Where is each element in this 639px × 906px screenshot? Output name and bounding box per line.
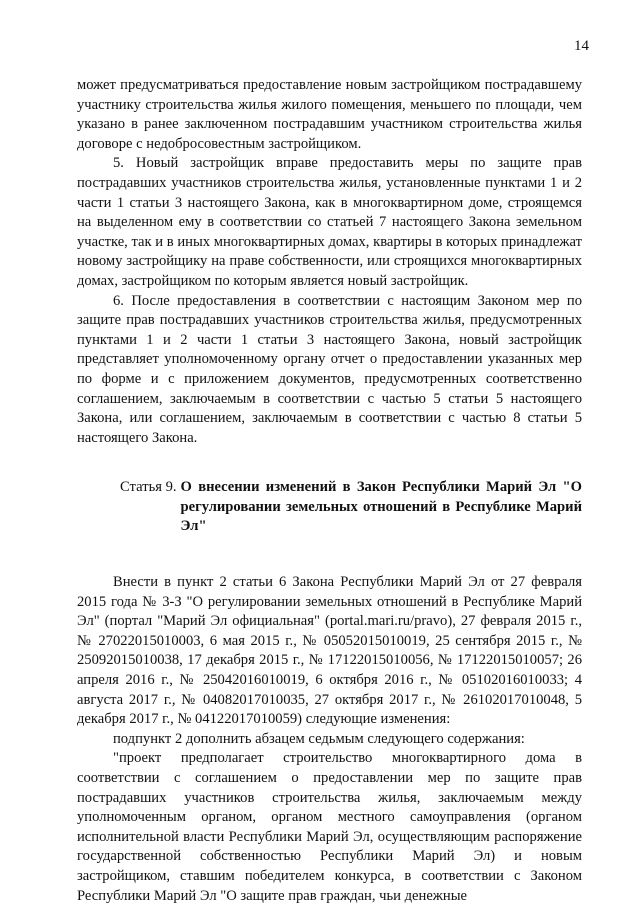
paragraph-subpoint: подпункт 2 дополнить абзацем седьмым следующего содержания:: [113, 730, 525, 747]
article-title: О внесении изменений в Закон Республики Марий Эл "О регулировании земельных отношений в Республике Марий Эл": [180, 479, 582, 535]
document-body: [77, 76, 582, 906]
article-heading: [120, 478, 582, 537]
paragraph-item-6: 6. После предоставления в соответствии с настоящим Законом мер по защите прав пострадавших участников строительства жилья, предусмотренных пунктами 1 и 2 части 1 статьи 3 настоящего Закона, новый застройщик представляет уполномоченному органу отчет о предоставлении указанных мер по форме и с приложением документов, предусмотренных соответственно соглашением, заключаемым в соответствии с частью 5 статьи 5 настоящего Закона, или соглашением, заключаемым в соответствии с частью 8 статьи 5 настоящего Закона.: [77, 292, 582, 446]
page-number: 14: [574, 38, 589, 54]
article-label: Статья 9.: [120, 479, 177, 496]
paragraph-amendment-intro: Внести в пункт 2 статьи 6 Закона Республики Марий Эл от 27 февраля 2015 года № 3-З "О регулировании земельных отношений в Республике Марий Эл" (портал "Марий Эл официальная" (portal.mari.ru/pravo), 27 февраля 2015 г., № 27022015010003, 6 мая 2015 г., № 05052015010019, 25 сентября 2015 г., № 25092015010038, 17 декабря 2015 г., № 17122015010056, № 17122015010057; 26 апреля 2016 г., № 25042016010019, 6 октября 2016 г., № 05102016010033; 4 августа 2017 г., № 04082017010035, 27 октября 2017 г., № 26102017010048, 5 декабря 2017 г., № 04122017010059) следующие изменения:: [77, 574, 582, 728]
paragraph-continuation: может предусматриваться предоставление новым застройщиком пострадавшему участнику строительства жилья жилого помещения, меньшего по площади, чем указано в ранее заключенном пострадавшим участником строительства жилья договоре с недобросовестным застройщиком.: [77, 77, 582, 152]
paragraph-item-5: 5. Новый застройщик вправе предоставить меры по защите прав пострадавших участников строительства жилья, установленные пунктами 1 и 2 части 1 статьи 3 настоящего Закона, как в многоквартирном доме, строящемся на выделенном ему в соответствии со статьей 7 настоящего Закона земельном участке, так и в иных многоквартирных домах, квартиры в которых принадлежат новому застройщику на праве собственности, или строящихся многоквартирных домах, застройщиком по которым является новый застройщик.: [77, 155, 582, 289]
paragraph-quoted-text: "проект предполагает строительство многоквартирного дома в соответствии с соглашением о предоставлении мер по защите прав пострадавших участников строительства жилья, заключаемым между уполномоченным органом, органом местного самоуправления (органом исполнительной власти Республики Марий Эл, осуществляющим распоряжение государственной собственностью Республики Марий Эл) и новым застройщиком, ставшим победителем конкурса, в соответствии с Законом Республики Марий Эл "О защите прав граждан, чьи денежные: [77, 750, 582, 904]
